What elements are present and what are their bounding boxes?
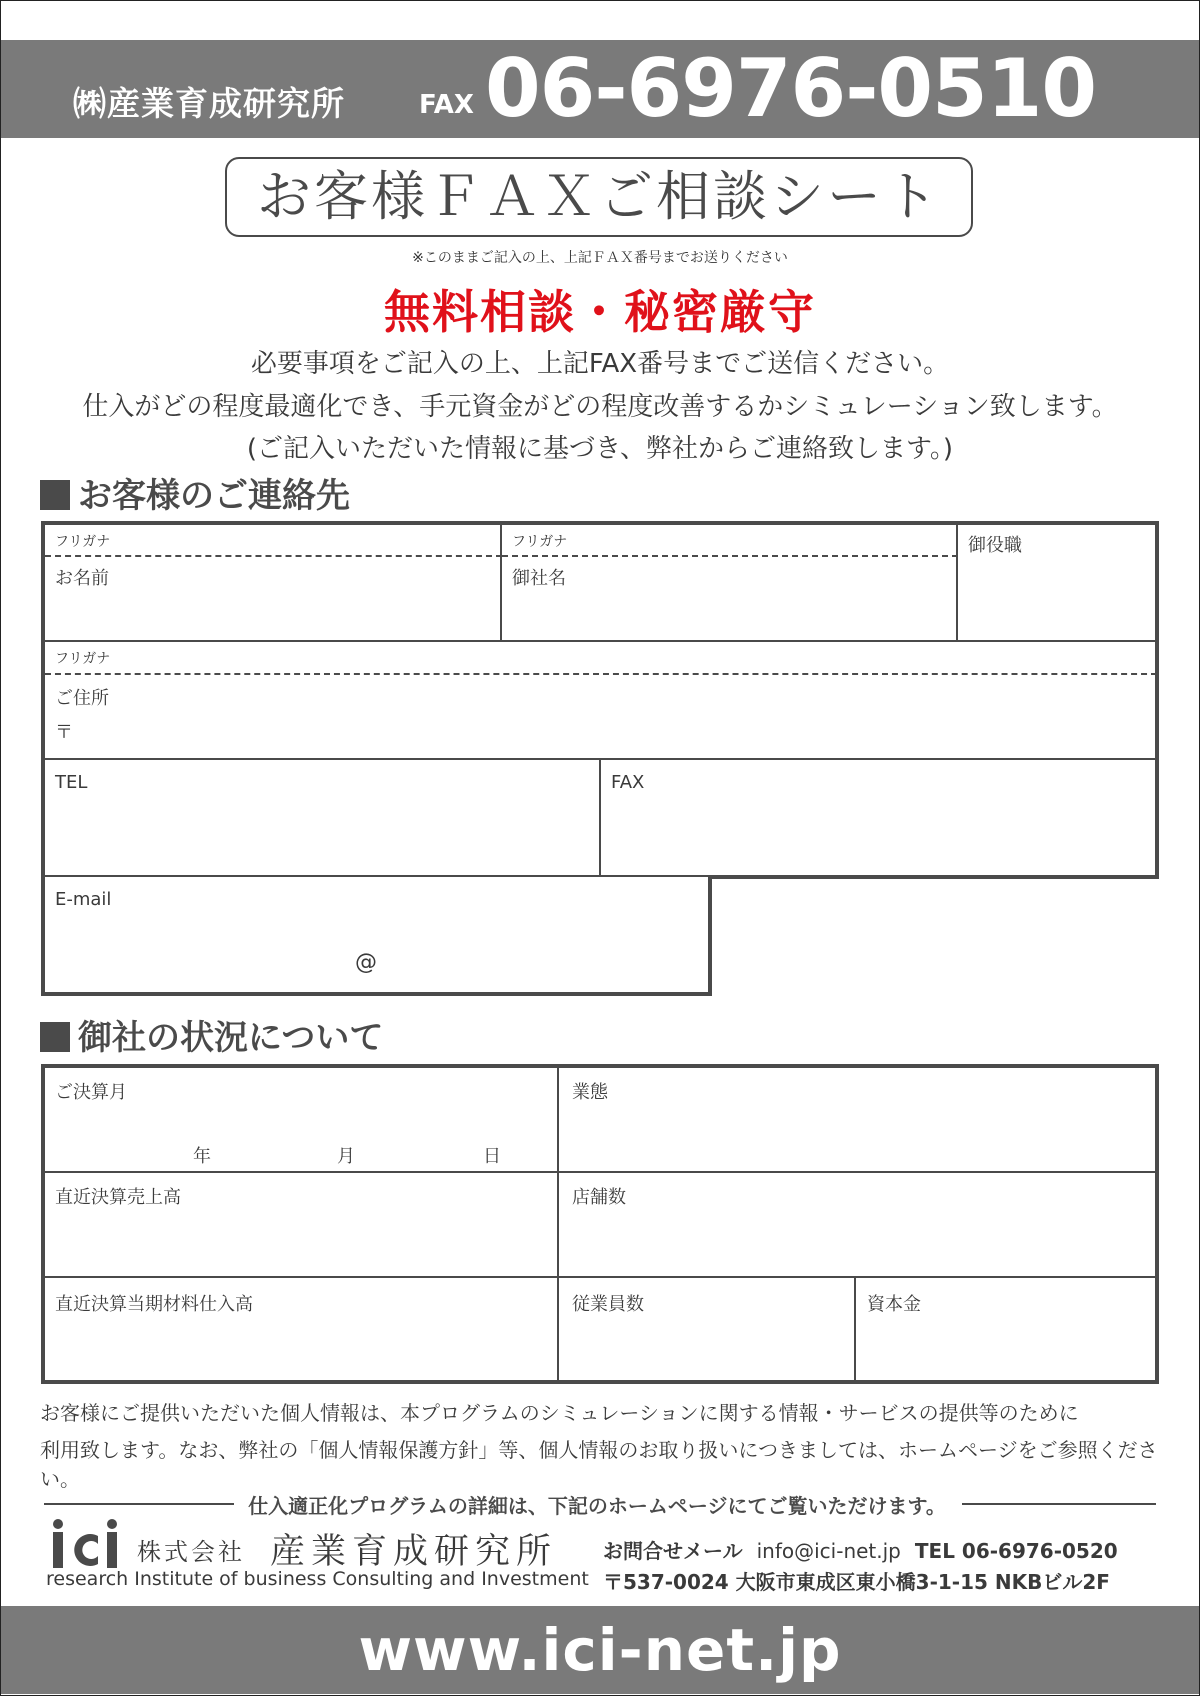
website-url-link[interactable]: www.ici-net.jp — [1, 1606, 1199, 1694]
month-unit: 月 — [337, 1146, 355, 1167]
ici-logo-icon — [48, 1518, 128, 1570]
header-band — [1, 40, 1199, 138]
contact-section-heading-text: お客様のご連絡先 — [78, 476, 350, 516]
material-purchases-field[interactable] — [43, 1276, 559, 1382]
name-furigana-label: フリガナ — [55, 534, 111, 550]
header-company-name: ㈱産業育成研究所 — [73, 84, 345, 123]
address-furigana-label: フリガナ — [55, 651, 111, 667]
fiscal-month-field[interactable] — [43, 1066, 559, 1173]
name-label: お名前 — [55, 568, 109, 589]
contact-form-outline-step — [708, 875, 1159, 879]
furigana-divider — [45, 673, 1157, 675]
square-bullet-icon — [40, 480, 70, 510]
contact-section-heading — [40, 468, 350, 517]
recent-sales-label: 直近決算売上高 — [55, 1187, 181, 1208]
day-unit: 日 — [483, 1146, 501, 1167]
position-field[interactable] — [956, 523, 1157, 642]
email-field[interactable] — [43, 875, 710, 994]
company-furigana-label: フリガナ — [512, 534, 568, 550]
tel-label: TEL — [55, 772, 88, 793]
free-consultation-heading: 無料相談・秘密厳守 — [384, 285, 816, 339]
company-address: 〒537-0024 大阪市東成区東小橋3-1-15 NKBビル2F — [603, 1570, 1110, 1594]
postal-mark: 〒 — [55, 722, 73, 743]
inquiry-email-link[interactable]: info@ici-net.jp — [756, 1539, 901, 1563]
furigana-divider — [45, 555, 502, 557]
business-type-label: 業態 — [572, 1082, 608, 1103]
name-field[interactable] — [43, 523, 502, 642]
at-mark: @ — [355, 950, 377, 975]
employees-label: 従業員数 — [572, 1294, 644, 1315]
company-section-heading — [40, 1010, 383, 1059]
capital-label: 資本金 — [867, 1294, 921, 1315]
footer-rule-right — [962, 1503, 1156, 1505]
inquiry-line — [603, 1535, 1118, 1564]
address-field[interactable] — [43, 640, 1157, 760]
company-english-name: research Institute of business Consulting and Investment — [46, 1568, 589, 1590]
program-details-note: 仕入適正化プログラムの詳細は、下記のホームページにてご覧いただけます。 — [248, 1494, 946, 1518]
company-name-label: 御社名 — [512, 568, 566, 589]
tel-field[interactable] — [43, 758, 601, 877]
intro-line-3: (ご記入いただいた情報に基づき、弊社からご連絡致します。) — [246, 434, 954, 464]
header-fax-label: FAX — [419, 90, 474, 120]
intro-line-2: 仕入がどの程度最適化でき、手元資金がどの程度改善するかシミュレーション致します。 — [82, 392, 1118, 422]
email-label: E-mail — [55, 889, 112, 910]
employees-field[interactable] — [557, 1276, 856, 1382]
position-label: 御役職 — [968, 535, 1022, 556]
fax-field[interactable] — [599, 758, 1157, 877]
fiscal-month-label: ご決算月 — [55, 1082, 127, 1103]
privacy-notice-line-1: お客様にご提供いただいた個人情報は、本プログラムのシミュレーションに関する情報・サービスの提供等のために — [40, 1401, 1079, 1425]
privacy-notice-line-2: 利用致します。なお、弊社の「個人情報保護方針」等、個人情報のお取り扱いにつきましては、ホームページをご参照ください。 — [40, 1438, 1158, 1491]
square-bullet-icon — [40, 1022, 70, 1052]
sheet-title: お客様ＦＡＸご相談シート — [225, 157, 973, 237]
store-count-label: 店舗数 — [572, 1187, 626, 1208]
recent-sales-field[interactable] — [43, 1171, 559, 1278]
company-name-field[interactable] — [500, 523, 958, 642]
company-section-heading-text: 御社の状況について — [78, 1018, 384, 1058]
company-prefix: 株式会社 — [137, 1538, 245, 1566]
furigana-divider — [502, 555, 958, 557]
footer-company-name: 産業育成研究所 — [270, 1532, 558, 1572]
title-note: ※このままご記入の上、上記ＦＡＸ番号までお送りください — [412, 250, 788, 266]
capital-field[interactable] — [854, 1276, 1157, 1382]
intro-line-1: 必要事項をご記入の上、上記FAX番号までご送信ください。 — [250, 349, 950, 379]
fax-label: FAX — [611, 772, 645, 793]
year-unit: 年 — [193, 1146, 211, 1167]
inquiry-label: お問合せメール — [603, 1539, 743, 1563]
store-count-field[interactable] — [557, 1171, 1157, 1278]
address-label: ご住所 — [55, 688, 109, 709]
footer-rule-left — [44, 1503, 234, 1505]
inquiry-tel: TEL 06-6976-0520 — [914, 1539, 1118, 1563]
material-purchases-label: 直近決算当期材料仕入高 — [55, 1294, 253, 1315]
header-fax-number: 06-6976-0510 — [485, 42, 1097, 135]
business-type-field[interactable] — [557, 1066, 1157, 1173]
